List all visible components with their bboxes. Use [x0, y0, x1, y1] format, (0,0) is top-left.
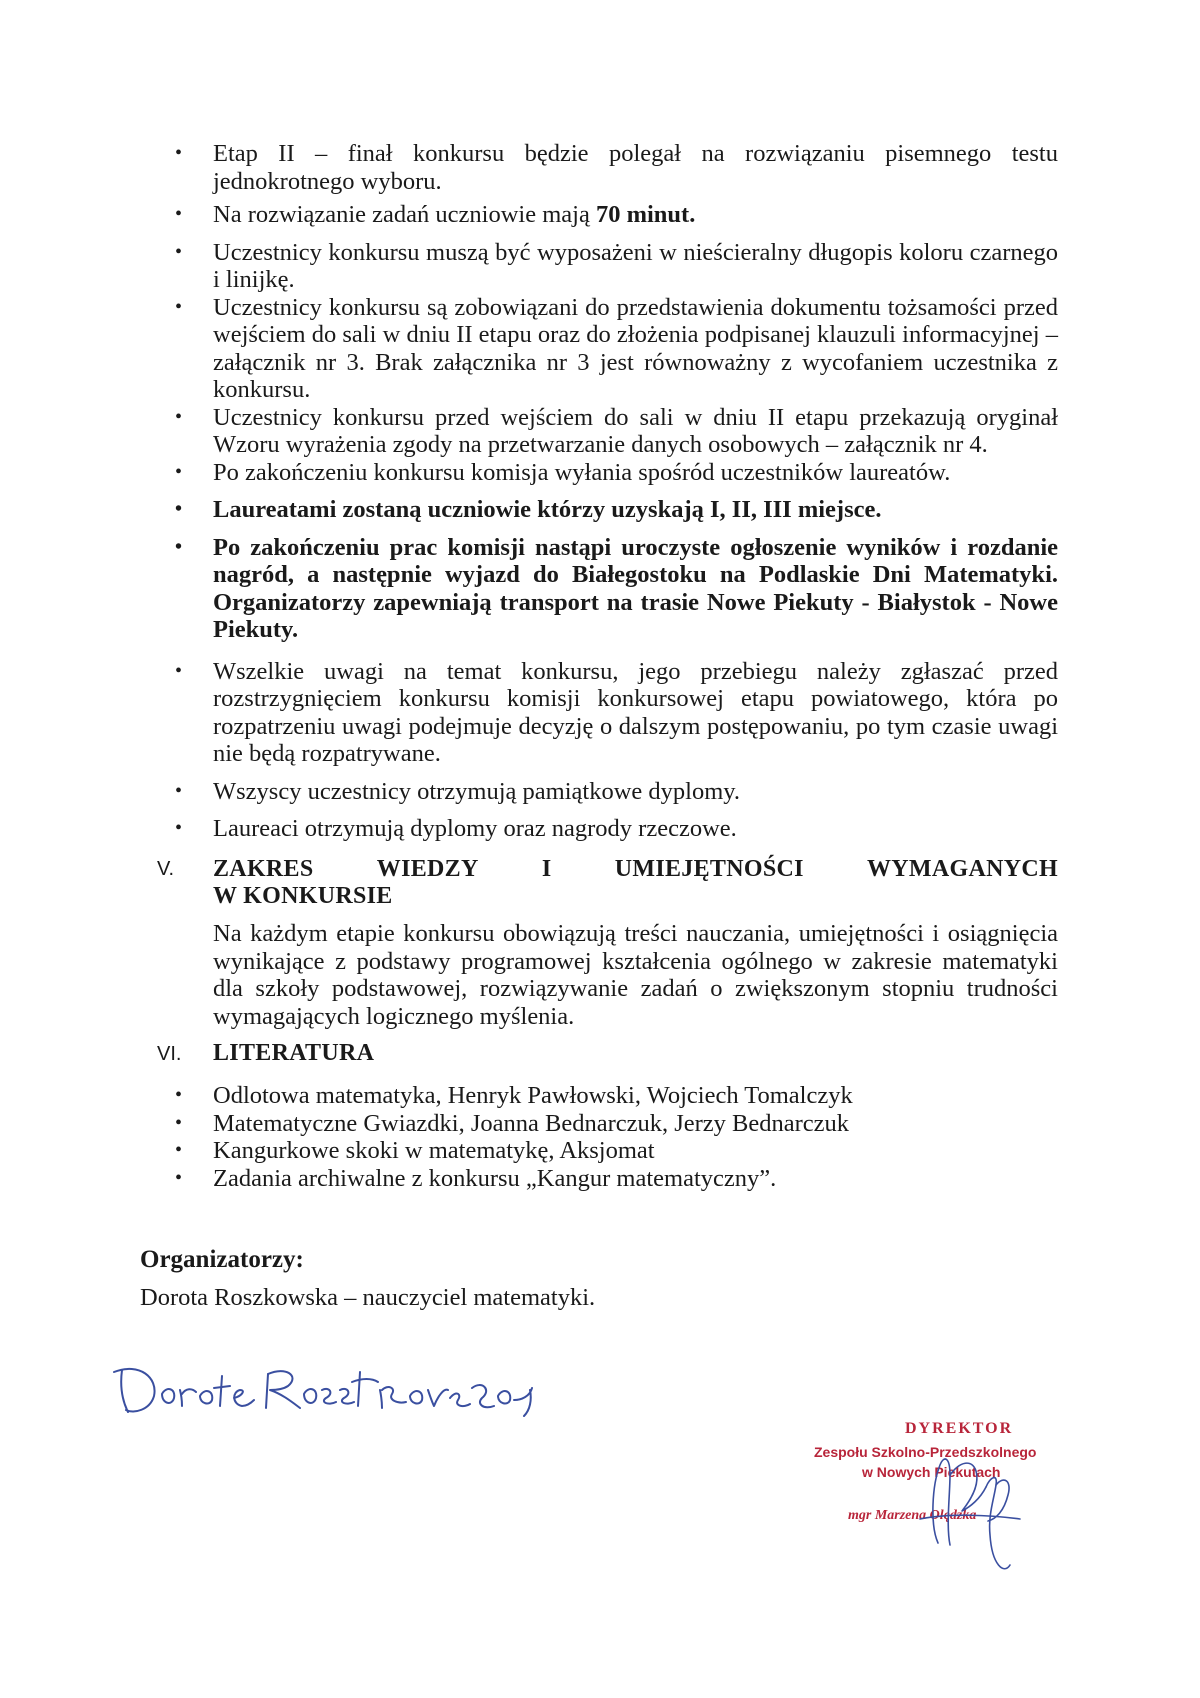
list-item: • Zadania archiwalne z konkursu „Kangur matematyczny”.	[0, 1165, 1200, 1193]
list-item: • Po zakończeniu konkursu komisja wyłania spośród uczestników laureatów.	[0, 459, 1200, 487]
requirements-list	[0, 140, 1200, 843]
list-item: • Wszyscy uczestnicy otrzymują pamiątkowe dyplomy.	[0, 778, 1200, 806]
list-item: • Po zakończeniu prac komisji nastąpi uroczyste ogłoszenie wyników i rozdanie nagród, a następnie wyjazd do Białegostoku na Podlaskie Dni Matematyki. Organizatorzy zapewniają transport na trasie Nowe Piekuty - Białystok - Nowe Piekuty.	[0, 534, 1200, 644]
director-stamp	[800, 1415, 1100, 1575]
list-item: • Na rozwiązanie zadań uczniowie mają 70 minut.	[0, 201, 1200, 229]
list-item: • Wszelkie uwagi na temat konkursu, jego przebiegu należy zgłaszać przed rozstrzygnięciem konkursu komisji konkursowej etapu powiatowego, która po rozpatrzeniu uwagi podejmuje decyzję o dalszym postępowaniu, po tym czasie uwagi nie będą rozpatrywane.	[0, 658, 1200, 768]
svg-text:Zespołu Szkolno-Przedszkolnego: Zespołu Szkolno-Przedszkolnego	[814, 1444, 1037, 1460]
list-item: • Uczestnicy konkursu muszą być wyposażeni w nieścieralny długopis koloru czarnego i linijkę.	[0, 239, 1200, 294]
section-number: V.	[157, 858, 175, 880]
list-item: • Odlotowa matematyka, Henryk Pawłowski, Wojciech Tomalczyk	[0, 1082, 1200, 1110]
list-item: • Laureatami zostaną uczniowie którzy uzyskają I, II, III miejsce.	[0, 496, 1200, 524]
handwritten-signature	[110, 1360, 540, 1420]
svg-text:mgr Marzena Olędzka: mgr Marzena Olędzka	[848, 1508, 977, 1523]
section-paragraph: Na każdym etapie konkursu obowiązują treści nauczania, umiejętności i osiągnięcia wynikające z podstawy programowej kształcenia ogólnego w zakresie matematyki dla szkoły podstawowej, rozwiązywanie zadań o zwiększonym stopniu trudności wymagających logicznego myślenia.	[213, 920, 1058, 1030]
organizers-heading: Organizatorzy:	[140, 1246, 304, 1273]
list-item: • Laureaci otrzymują dyplomy oraz nagrody rzeczowe.	[0, 815, 1200, 843]
literature-list	[0, 1082, 1200, 1192]
list-item: • Uczestnicy konkursu przed wejściem do sali w dniu II etapu przekazują oryginał Wzoru wyrażenia zgody na przetwarzanie danych osobowych – załącznik nr 4.	[0, 404, 1200, 459]
svg-text:w Nowych Piekutach: w Nowych Piekutach	[862, 1464, 1001, 1480]
section-title: ZAKRES WIEDZY I UMIEJĘTNOŚCI WYMAGANYCH W KONKURSIE	[213, 856, 1058, 909]
section-number: VI.	[157, 1043, 182, 1065]
section-title: LITERATURA	[213, 1040, 375, 1066]
list-item: • Etap II – finał konkursu będzie polegał na rozwiązaniu pisemnego testu jednokrotnego wyboru.	[0, 140, 1200, 195]
time-limit: 70 minut.	[595, 201, 696, 228]
list-item: • Uczestnicy konkursu są zobowiązani do przedstawienia dokumentu tożsamości przed wejściem do sali w dniu II etapu oraz do złożenia podpisanej klauzuli informacyjnej – załącznik nr 3. Brak załącznika nr 3 jest równoważny z wycofaniem uczestnika z konkursu.	[0, 294, 1200, 404]
organizer-name: Dorota Roszkowska – nauczyciel matematyki.	[140, 1284, 596, 1311]
svg-text:DYREKTOR: DYREKTOR	[905, 1420, 1014, 1437]
list-item: • Matematyczne Gwiazdki, Joanna Bednarczuk, Jerzy Bednarczuk	[0, 1110, 1200, 1138]
list-item: • Kangurkowe skoki w matematykę, Aksjomat	[0, 1137, 1200, 1165]
